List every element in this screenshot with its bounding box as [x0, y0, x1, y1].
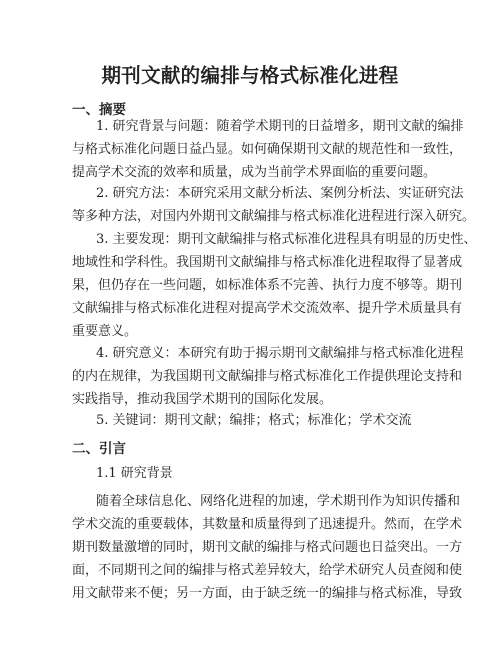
text-line: 1. 研究背景与问题：随着学术期刊的日益增多，期刊文献的编排: [96, 119, 464, 134]
abstract-paragraph-method: [72, 182, 476, 228]
text-line: 4. 研究意义：本研究有助于揭示期刊文献编排与格式标准化进程: [96, 346, 464, 361]
text-line: 期刊数量激增的同时，期刊文献的编排与格式问题也日益突出。一方: [72, 540, 463, 555]
abstract-paragraph-significance: [72, 342, 464, 411]
subsection-heading-background: 1.1 研究背景: [96, 466, 173, 481]
text-line: 5. 关键词：期刊文献；编排；格式；标准化；学术交流: [96, 413, 412, 428]
text-line: 随着全球信息化、网络化进程的加速，学术期刊作为知识传播和: [96, 494, 461, 509]
text-line: 提高学术交流的效率和质量，成为当前学术界面临的重要问题。: [72, 165, 437, 180]
abstract-paragraph-keywords: [72, 409, 444, 432]
document-title: 期刊文献的编排与格式标准化进程: [101, 64, 399, 87]
text-line: 学术交流的重要载体，其数量和质量得到了迅速提升。然而，在学术: [72, 517, 463, 532]
section-heading-intro: 二、引言: [72, 441, 126, 457]
text-line: 与格式标准化问题日益凸显。如何确保期刊文献的规范性和一致性，: [72, 142, 463, 157]
text-line: 面，不同期刊之间的编排与格式差异较大，给学术研究人员查阅和使: [72, 563, 463, 578]
intro-paragraph: [72, 490, 463, 605]
text-line: 等多种方法，对国内外期刊文献编排与格式标准化进程进行深入研究。: [72, 209, 476, 224]
text-line: 重要意义。: [72, 324, 138, 339]
text-line: 地域性和学科性。我国期刊文献编排与格式标准化进程取得了显著成: [72, 255, 463, 270]
text-line: 用文献带来不便；另一方面，由于缺乏统一的编排与格式标准，导致: [72, 586, 463, 601]
text-line: 果，但仍存在一些问题，如标准体系不完善、执行力度不够等。期刊: [72, 278, 463, 293]
abstract-paragraph-background: [72, 115, 464, 184]
text-line: 文献编排与格式标准化进程对提高学术交流效率、提升学术质量具有: [72, 301, 463, 316]
text-line: 的内在规律，为我国期刊文献编排与格式标准化工作提供理论支持和: [72, 369, 463, 384]
abstract-paragraph-findings: [72, 228, 477, 343]
text-line: 3. 主要发现：期刊文献编排与格式标准化进程具有明显的历史性、: [96, 232, 477, 247]
text-line: 实践指导，推动我国学术期刊的国际化发展。: [72, 392, 333, 407]
text-line: 2. 研究方法：本研究采用文献分析法、案例分析法、实证研究法: [96, 186, 464, 201]
section-heading-abstract: 一、摘要: [72, 102, 126, 118]
